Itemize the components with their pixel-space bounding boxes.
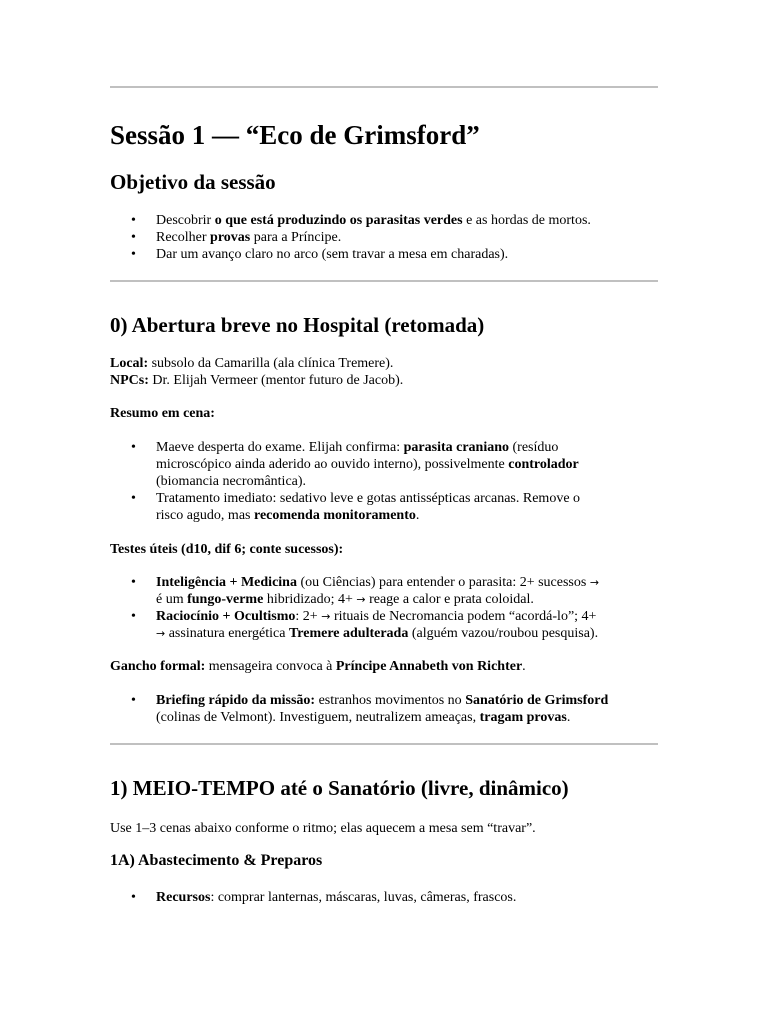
list-item: • Descobrir o que está produzindo os parasitas verdes e as hordas de mortos. (110, 212, 658, 229)
list-item: • Recursos: comprar lanternas, máscaras, luvas, câmeras, frascos. (110, 889, 658, 906)
meio-intro: Use 1–3 cenas abaixo conforme o ritmo; elas aquecem a mesa sem “travar”. (110, 821, 536, 836)
section-1a-heading: 1A) Abastecimento & Preparos (110, 852, 323, 869)
list-item: • Inteligência + Medicina (ou Ciências) para entender o parasita: 2+ sucessos → é um fungo-verme hibridizado; 4+ → reage a calor e prata coloidal. (110, 574, 658, 608)
section-0-heading: 0) Abertura breve no Hospital (retomada) (110, 313, 485, 337)
resumo-label: Resumo em cena: (110, 406, 215, 421)
testes-list (110, 574, 658, 642)
arrow-right-icon: → (589, 576, 600, 589)
npcs-line: NPCs: Dr. Elijah Vermeer (mentor futuro de Jacob). (110, 373, 404, 388)
resumo-list (110, 439, 658, 524)
list-item: • Tratamento imediato: sedativo leve e gotas antissépticas arcanas. Remove o risco agudo, mas recomenda monitoramento. (110, 490, 658, 524)
arrow-right-icon: → (356, 593, 366, 606)
horizontal-rule (110, 743, 658, 745)
objective-list (110, 212, 658, 263)
session-title: Sessão 1 — “Eco de Grimsford” (110, 120, 480, 150)
section-1-heading: 1) MEIO-TEMPO até o Sanatório (livre, dinâmico) (110, 776, 569, 800)
list-item: • Raciocínio + Ocultismo: 2+ → rituais de Necromancia podem “acordá-lo”; 4+ → assinatura energética Tremere adulterada (alguém vazou/roubou pesquisa). (110, 608, 658, 642)
list-item: • Maeve desperta do exame. Elijah confirma: parasita craniano (resíduo microscópico ainda aderido ao ouvido interno), possivelmente controlador (biomancia necromântica). (110, 439, 658, 490)
horizontal-rule (110, 86, 658, 88)
objective-heading: Objetivo da sessão (110, 170, 276, 194)
gancho-line: Gancho formal: mensageira convoca à Príncipe Annabeth von Richter. (110, 659, 526, 674)
horizontal-rule (110, 280, 658, 282)
recursos-list (110, 889, 658, 906)
testes-label: Testes úteis (d10, dif 6; conte sucessos): (110, 542, 344, 557)
list-item: • Dar um avanço claro no arco (sem travar a mesa em charadas). (110, 246, 658, 263)
arrow-right-icon: → (321, 610, 331, 623)
local-line: Local: subsolo da Camarilla (ala clínica Tremere). (110, 356, 394, 371)
briefing-list (110, 692, 658, 726)
list-item: • Briefing rápido da missão: estranhos movimentos no Sanatório de Grimsford (colinas de Velmont). Investiguem, neutralizem ameaças, tragam provas. (110, 692, 658, 726)
arrow-right-icon: → (156, 627, 166, 640)
list-item: • Recolher provas para a Príncipe. (110, 229, 658, 246)
